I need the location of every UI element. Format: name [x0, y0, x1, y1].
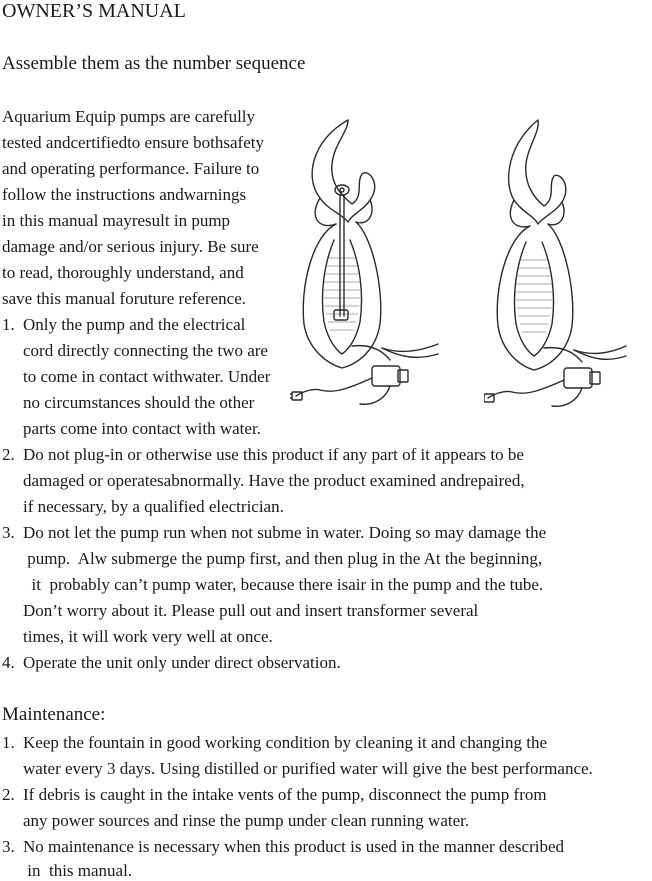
safety-item-line: Only the pump and the electrical — [23, 315, 246, 334]
maintenance-item-line: Keep the fountain in good working condition by cleaning it and changing the — [23, 733, 548, 752]
safety-item-line: times, it will work very well at once. — [23, 627, 273, 646]
safety-item-number: 2. — [2, 445, 15, 464]
safety-item-line: pump. Alw submerge the pump first, and then plug in the At the beginning, — [23, 549, 543, 568]
intro-line: damage and/or serious injury. Be sure — [2, 237, 259, 256]
safety-item-line: Do not let the pump run when not subme in water. Doing so may damage the — [23, 523, 547, 542]
intro-line: save this manual foruture reference. — [2, 289, 247, 308]
safety-item-line: cord directly connecting the two are — [23, 341, 268, 360]
maintenance-item-line: any power sources and rinse the pump under clean running water. — [23, 811, 470, 830]
maintenance-item-number: 3. — [2, 837, 15, 856]
safety-item-line: damaged or operatesabnormally. Have the product examined andrepaired, — [23, 471, 525, 490]
safety-item-line: Don’t worry about it. Please pull out and insert transformer several — [23, 601, 479, 620]
safety-item-line: Do not plug-in or otherwise use this product if any part of it appears to be — [23, 445, 524, 464]
intro-line: tested andcertifiedto ensure bothsafety — [2, 133, 264, 152]
maintenance-item-line: No maintenance is necessary when this product is used in the manner described — [23, 837, 565, 856]
intro-line: Aquarium Equip pumps are carefully — [2, 107, 256, 126]
fountain-assembled-figure — [484, 118, 630, 414]
safety-item-line: to come in contact withwater. Under — [23, 367, 271, 386]
intro-line: in this manual mayresult in pump — [2, 211, 231, 230]
maintenance-item-line: If debris is caught in the intake vents of the pump, disconnect the pump from — [23, 785, 547, 804]
safety-item-number: 4. — [2, 653, 15, 672]
safety-item-line: if necessary, by a qualified electrician. — [23, 497, 284, 516]
intro-line: and operating performance. Failure to — [2, 159, 260, 178]
intro-line: to read, thoroughly understand, and — [2, 263, 244, 282]
transformer — [372, 366, 400, 386]
safety-item-line: no circumstances should the other — [23, 393, 255, 412]
fountain-assembly-figure — [290, 118, 442, 414]
maintenance-item-number: 2. — [2, 785, 15, 804]
safety-item-number: 3. — [2, 523, 15, 542]
safety-item-line: parts come into contact with water. — [23, 419, 261, 438]
page-subtitle: Assemble them as the number sequence — [2, 53, 306, 74]
maintenance-item-line: water every 3 days. Using distilled or purified water will give the best performance. — [23, 759, 593, 778]
maintenance-item-line: in this manual. — [23, 861, 133, 880]
transformer — [564, 368, 592, 388]
maintenance-item-number: 1. — [2, 733, 15, 752]
maintenance-heading: Maintenance: — [2, 704, 106, 725]
fountain-top-shape — [509, 120, 566, 224]
safety-item-line: Operate the unit only under direct observation. — [23, 653, 341, 672]
pump-inside — [334, 310, 348, 320]
safety-item-line: it probably can’t pump water, because there isair in the pump and the tube. — [23, 575, 544, 594]
intro-line: follow the instructions andwarnings — [2, 185, 247, 204]
safety-item-number: 1. — [2, 315, 15, 334]
page-title: OWNER’S MANUAL — [2, 0, 186, 22]
